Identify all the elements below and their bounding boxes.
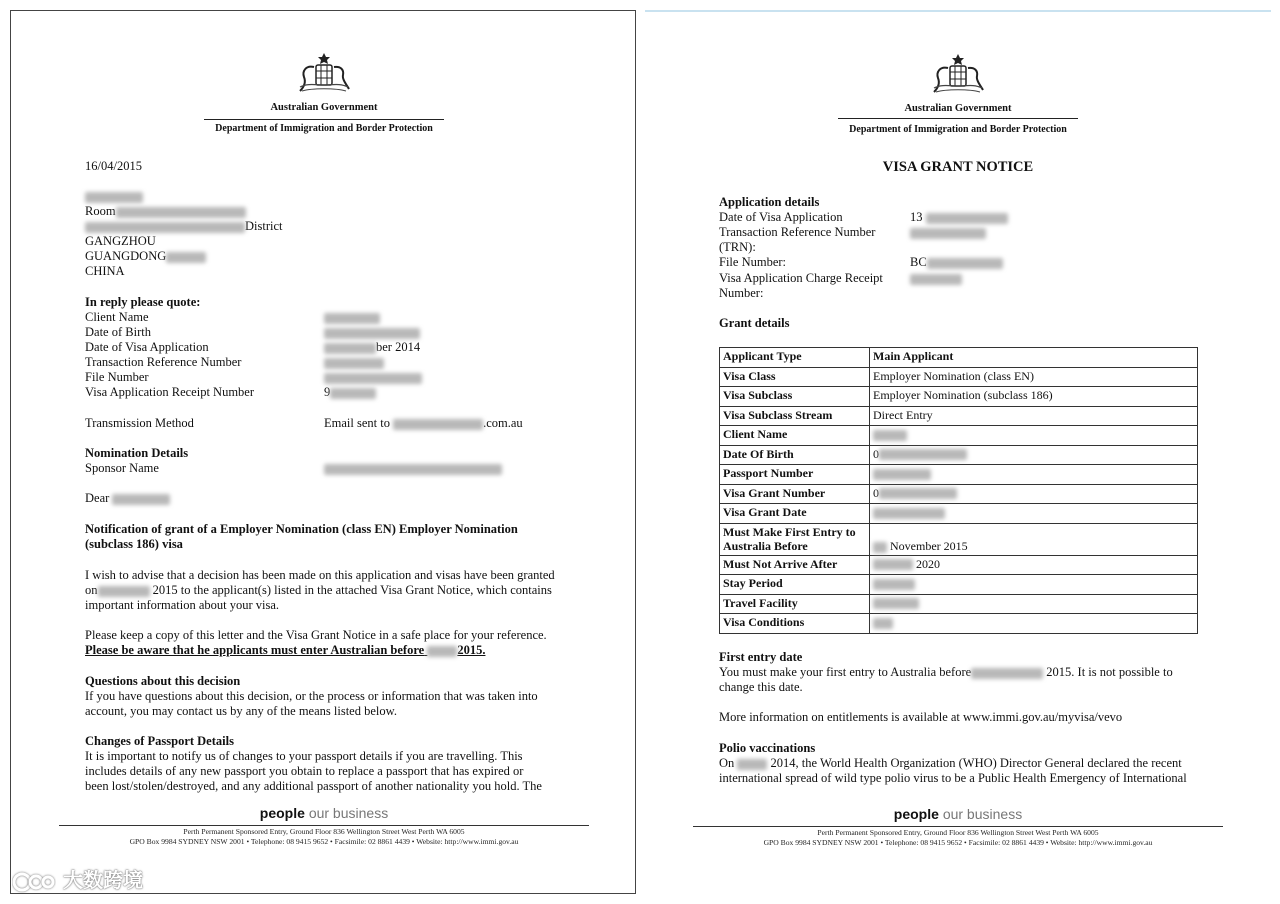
department-name: Department of Immigration and Border Protection	[849, 124, 1067, 135]
paragraph-line: on 2015 to the applicant(s) listed in the attached Visa Grant Notice, which contains	[85, 583, 552, 597]
footer-contact: GPO Box 9984 SYDNEY NSW 2001 • Telephone: 08 9415 9652 • Facsimile: 02 8861 4439 • Website: http://www.immi.gov.au	[763, 838, 1153, 847]
table-key: Date Of Birth	[720, 445, 870, 465]
letter-page	[10, 10, 636, 894]
quote-label: Visa Application Receipt Number	[85, 385, 255, 399]
table-value: 0	[870, 445, 1198, 465]
quote-label: Transaction Reference Number	[85, 355, 242, 369]
quote-value	[324, 370, 422, 385]
watermark-logo	[12, 864, 143, 894]
questions-heading: Questions about this decision	[85, 674, 241, 688]
table-value: Direct Entry	[870, 406, 1198, 426]
table-row	[720, 348, 1198, 368]
transmission-value: Email sent to .com.au	[324, 416, 523, 430]
table-key: Applicant Type	[720, 348, 870, 368]
table-row	[720, 575, 1198, 595]
visa-grant-notice-page	[645, 10, 1271, 894]
more-info-line: More information on entitlements is available at www.immi.gov.au/myvisa/vevo	[719, 710, 1123, 724]
application-heading: Application details	[719, 195, 820, 209]
nomination-heading: Nomination Details	[85, 446, 189, 460]
table-key: Travel Facility	[720, 594, 870, 614]
footer-contact: GPO Box 9984 SYDNEY NSW 2001 • Telephone: 08 9415 9652 • Facsimile: 02 8861 4439 • Website: http://www.immi.gov.au	[129, 837, 519, 846]
paragraph-line: account, you may contact us by any of the means listed below.	[85, 704, 397, 718]
application-label: Date of Visa Application	[719, 210, 843, 224]
table-value: 0	[870, 484, 1198, 504]
quote-value: 9	[324, 385, 376, 400]
quote-label: Date of Birth	[85, 325, 151, 339]
paragraph-line: It is important to notify us of changes to your passport details if you are travelling. This	[85, 749, 523, 763]
first-entry-heading: First entry date	[719, 650, 803, 664]
subject-line: (subclass 186) visa	[85, 537, 183, 551]
table-row	[720, 426, 1198, 446]
application-label: Transaction Reference Number	[719, 225, 876, 239]
table-value: 2020	[870, 555, 1198, 575]
table-row	[720, 484, 1198, 504]
table-key: Visa Subclass Stream	[720, 406, 870, 426]
table-value	[870, 426, 1198, 446]
quote-value	[324, 310, 380, 325]
footer-slogan: people our business	[893, 806, 1023, 822]
grant-details-table	[719, 347, 1198, 634]
subject-line: Notification of grant of a Employer Nomination (class EN) Employer Nomination	[85, 522, 518, 536]
table-row	[720, 614, 1198, 634]
address-name	[85, 189, 143, 204]
table-key: Visa Conditions	[720, 614, 870, 634]
paragraph-line: You must make your first entry to Australia before 2015. It is not possible to	[719, 665, 1173, 679]
table-value	[870, 614, 1198, 634]
address-room: Room	[85, 204, 246, 219]
footer-address: Perth Permanent Sponsored Entry, Ground Floor 836 Wellington Street West Perth WA 6005	[817, 828, 1099, 837]
salutation: Dear	[85, 491, 170, 506]
table-value: Employer Nomination (class EN)	[870, 367, 1198, 387]
coat-of-arms-logo	[926, 52, 990, 96]
letter-date: 16/04/2015	[85, 159, 142, 173]
footer-address: Perth Permanent Sponsored Entry, Ground Floor 836 Wellington Street West Perth WA 6005	[183, 827, 465, 836]
application-label: File Number:	[719, 255, 787, 269]
table-row	[720, 594, 1198, 614]
transmission-label: Transmission Method	[85, 416, 194, 430]
table-key: Must Make First Entry to Australia Before	[720, 523, 870, 555]
passport-heading: Changes of Passport Details	[85, 734, 234, 748]
application-value: BC	[910, 255, 1003, 270]
quote-value	[324, 325, 420, 340]
polio-heading: Polio vaccinations	[719, 741, 816, 755]
application-value	[910, 271, 962, 286]
application-label: Visa Application Charge Receipt	[719, 271, 883, 285]
table-row	[720, 555, 1198, 575]
table-row	[720, 523, 1198, 555]
quote-label: File Number	[85, 370, 149, 384]
table-row	[720, 406, 1198, 426]
table-row	[720, 504, 1198, 524]
grant-heading: Grant details	[719, 316, 790, 330]
table-value	[870, 465, 1198, 485]
table-key: Client Name	[720, 426, 870, 446]
table-key: Passport Number	[720, 465, 870, 485]
paragraph-line: international spread of wild type polio virus to be a Public Health Emergency of International	[719, 771, 1187, 785]
paragraph-line: important information about your visa.	[85, 598, 280, 612]
table-value	[870, 575, 1198, 595]
application-value: 13	[910, 210, 1008, 225]
paragraph-line: been lost/stolen/destroyed, and any additional passport of another nationality you hold. The	[85, 779, 542, 793]
table-row	[720, 367, 1198, 387]
footer-rule	[693, 826, 1223, 827]
quote-label: Client Name	[85, 310, 149, 324]
table-value: Main Applicant	[870, 348, 1198, 368]
table-key: Visa Grant Number	[720, 484, 870, 504]
address-street: District	[85, 219, 283, 234]
quote-heading: In reply please quote:	[85, 295, 201, 309]
paragraph-line: If you have questions about this decision, or the process or information that was taken into	[85, 689, 538, 703]
table-key: Stay Period	[720, 575, 870, 595]
footer-slogan: people our business	[259, 805, 389, 821]
address-country: CHINA	[85, 264, 125, 278]
table-key: Visa Class	[720, 367, 870, 387]
table-row	[720, 387, 1198, 407]
government-name: Australian Government	[904, 103, 1012, 114]
notice-title: VISA GRANT NOTICE	[882, 159, 1034, 175]
quote-value	[324, 355, 384, 370]
government-name: Australian Government	[270, 102, 378, 113]
address-city: GANGZHOU	[85, 234, 156, 248]
header-rule	[838, 118, 1078, 119]
application-label: (TRN):	[719, 240, 756, 254]
table-key: Visa Grant Date	[720, 504, 870, 524]
table-value	[870, 504, 1198, 524]
quote-label: Date of Visa Application	[85, 340, 209, 354]
table-value: Employer Nomination (subclass 186)	[870, 387, 1198, 407]
department-name: Department of Immigration and Border Protection	[215, 123, 433, 134]
table-value: November 2015	[870, 523, 1198, 555]
watermark-text: 大数跨境	[62, 868, 143, 892]
paragraph-line: includes details of any new passport you obtain to replace a passport that has expired or	[85, 764, 524, 778]
paragraph-line: On 2014, the World Health Organization (WHO) Director General declared the recent	[719, 756, 1182, 770]
table-row	[720, 465, 1198, 485]
header-rule	[204, 119, 444, 120]
footer-rule	[59, 825, 589, 826]
paragraph-line: I wish to advise that a decision has been made on this application and visas have been granted	[85, 568, 555, 582]
watermark-icon	[12, 870, 56, 894]
sponsor-label: Sponsor Name	[85, 461, 159, 475]
quote-value: ber 2014	[324, 340, 420, 355]
application-label: Number:	[719, 286, 764, 300]
application-value	[910, 225, 986, 240]
table-key: Visa Subclass	[720, 387, 870, 407]
table-key: Must Not Arrive After	[720, 555, 870, 575]
paragraph-line: Please keep a copy of this letter and the Visa Grant Notice in a safe place for your reference.	[85, 628, 547, 642]
table-value	[870, 594, 1198, 614]
sponsor-value	[324, 461, 502, 476]
coat-of-arms-logo	[292, 51, 356, 95]
table-row	[720, 445, 1198, 465]
paragraph-line: change this date.	[719, 680, 803, 694]
entry-warning: Please be aware that he applicants must enter Australian before 2015.	[85, 643, 486, 657]
address-province: GUANGDONG	[85, 249, 206, 264]
